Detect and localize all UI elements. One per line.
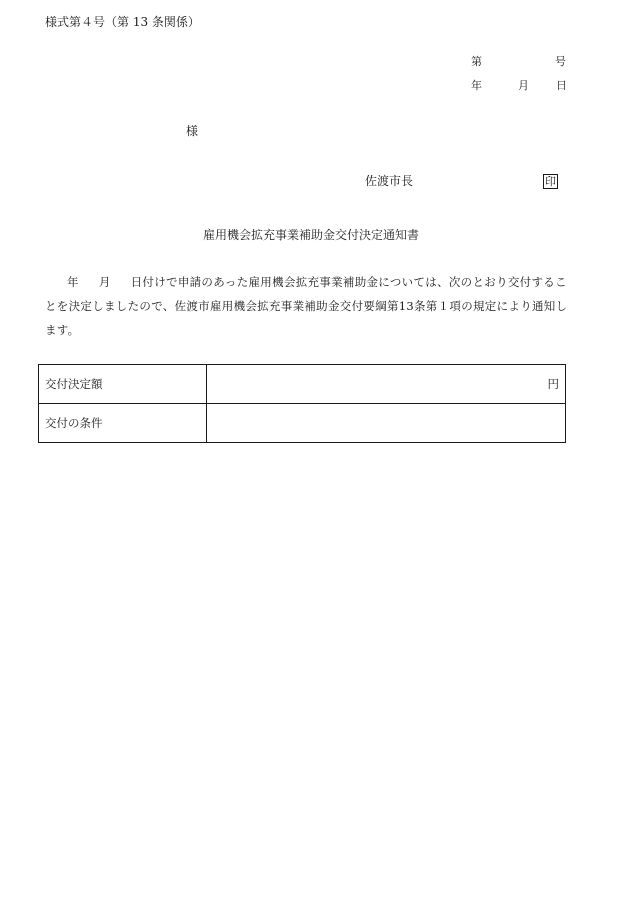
seal-mark: 印: [545, 175, 556, 188]
body-text: 日付けで申請のあった雇用機会拡充事業補助金については、次のとおり交付することを決定しましたので、佐渡市雇用機会拡充事業補助金交付要綱第13条第１項の規定により通知します。: [45, 275, 568, 337]
addressee-honorific: 様: [186, 124, 199, 138]
date-day-label: 日: [556, 79, 567, 92]
body-year-label: 年: [67, 275, 79, 289]
body-month-label: 月: [98, 275, 111, 289]
table-row: [39, 404, 566, 443]
table-row: [39, 365, 566, 404]
grant-amount-value: 円: [207, 365, 566, 404]
grant-conditions-value: [207, 404, 566, 443]
document-number-prefix: 第: [471, 55, 482, 68]
grant-amount-label: 交付決定額: [39, 365, 207, 404]
date-month-label: 月: [518, 79, 529, 92]
form-number-label: 様式第４号（第 13 条関係）: [45, 15, 200, 29]
grant-conditions-label: 交付の条件: [39, 404, 207, 443]
notice-body: [45, 270, 575, 342]
date-year-label: 年: [471, 79, 482, 92]
document-title: 雇用機会拡充事業補助金交付決定通知書: [203, 228, 420, 242]
grant-details-table: [38, 364, 566, 443]
issuer-title: 佐渡市長: [365, 174, 414, 188]
document-number-suffix: 号: [555, 55, 566, 68]
